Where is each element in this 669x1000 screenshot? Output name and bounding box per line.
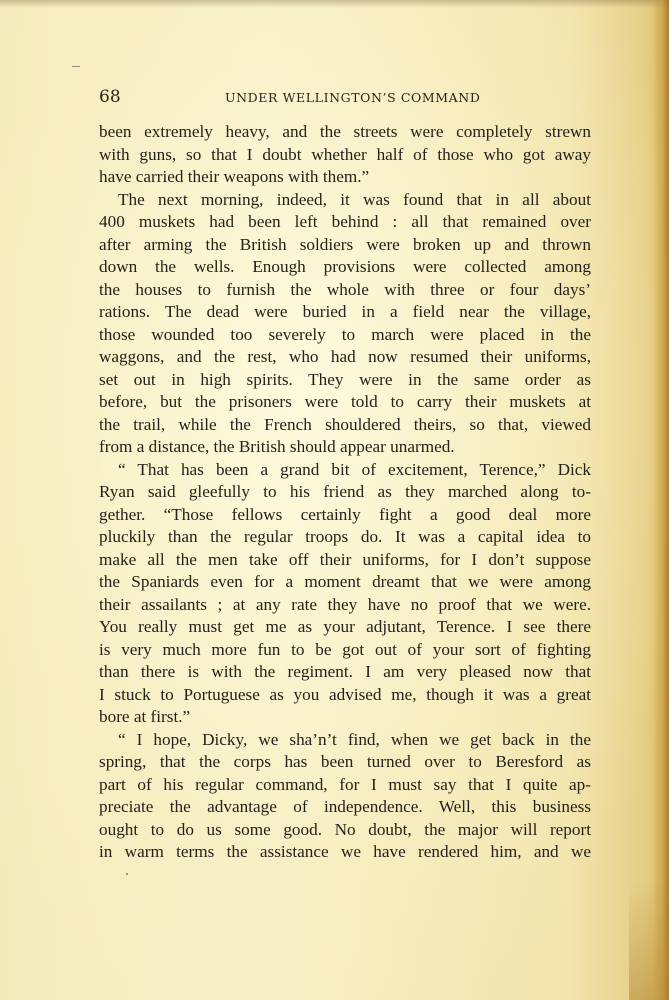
- stray-dot: [126, 873, 128, 875]
- text-line: set out in high spirits. They were in the same order as: [99, 369, 591, 389]
- text-line: bore at first.”: [99, 707, 191, 726]
- text-line: those wounded too severely to march were placed in the: [99, 324, 591, 344]
- text-line: gether. “Those fellows certainly fight a good deal more: [99, 504, 591, 524]
- text-line: their assailants ; at any rate they have no proof that we were.: [99, 594, 591, 614]
- running-head: UNDER WELLINGTON’S COMMAND: [225, 90, 481, 105]
- text-line: 400 muskets had been left behind : all that remained over: [99, 212, 591, 231]
- text-line: make all the men take off their uniforms, for I don’t suppose: [99, 549, 591, 569]
- text-line: before, but the prisoners were told to carry their muskets at: [99, 392, 591, 411]
- text-line: the houses to furnish the whole with three or four days’: [99, 279, 591, 299]
- text-line: after arming the British soldiers were broken up and thrown: [99, 234, 591, 254]
- text-line: “ That has been a grand bit of excitement, Terence,” Dick: [118, 459, 591, 479]
- text-line: the Spaniards even for a moment dreamt that we were among: [99, 572, 591, 591]
- page-header: [99, 86, 589, 110]
- text-line: ought to do us some good. No doubt, the major will report: [99, 819, 591, 839]
- text-line: down the wells. Enough provisions were collected among: [99, 257, 591, 276]
- text-line: been extremely heavy, and the streets were completely strewn: [99, 122, 591, 141]
- stray-mark: [72, 66, 80, 67]
- page-right-edge: [653, 0, 669, 1000]
- body-text: [99, 121, 591, 864]
- text-line: You really must get me as your adjutant, Terence. I see there: [99, 617, 591, 636]
- text-line: waggons, and the rest, who had now resumed their uniforms,: [99, 347, 591, 366]
- text-line: Ryan said gleefully to his friend as they marched along to-: [99, 482, 591, 501]
- page-corner-shading: [629, 880, 669, 1000]
- text-line: rations. The dead were buried in a field near the village,: [99, 302, 591, 321]
- text-line: in warm terms the assistance we have rendered him, and we: [99, 842, 591, 861]
- text-line: “ I hope, Dicky, we sha’n’t find, when we get back in the: [118, 729, 591, 749]
- text-line: the trail, while the French shouldered theirs, so that, viewed: [99, 414, 591, 434]
- text-line: preciate the advantage of independence. Well, this business: [99, 797, 591, 816]
- text-line: part of his regular command, for I must say that I quite ap-: [99, 774, 591, 794]
- text-line: with guns, so that I doubt whether half of those who got away: [99, 144, 591, 164]
- text-line: from a distance, the British should appear unarmed.: [99, 437, 455, 456]
- text-line: The next morning, indeed, it was found that in all about: [118, 189, 591, 209]
- text-line: I stuck to Portuguese as you advised me, though it was a great: [99, 684, 591, 704]
- page-top-shadow: [0, 0, 669, 8]
- text-line: is very much more fun to be got out of your sort of fighting: [99, 639, 591, 659]
- text-line: than there is with the regiment. I am very pleased now that: [99, 662, 591, 681]
- text-line: spring, that the corps has been turned over to Beresford as: [99, 752, 591, 771]
- text-line: have carried their weapons with them.”: [99, 167, 370, 186]
- text-line: pluckily than the regular troops do. It was a capital idea to: [99, 527, 591, 546]
- page-number: 68: [99, 87, 121, 107]
